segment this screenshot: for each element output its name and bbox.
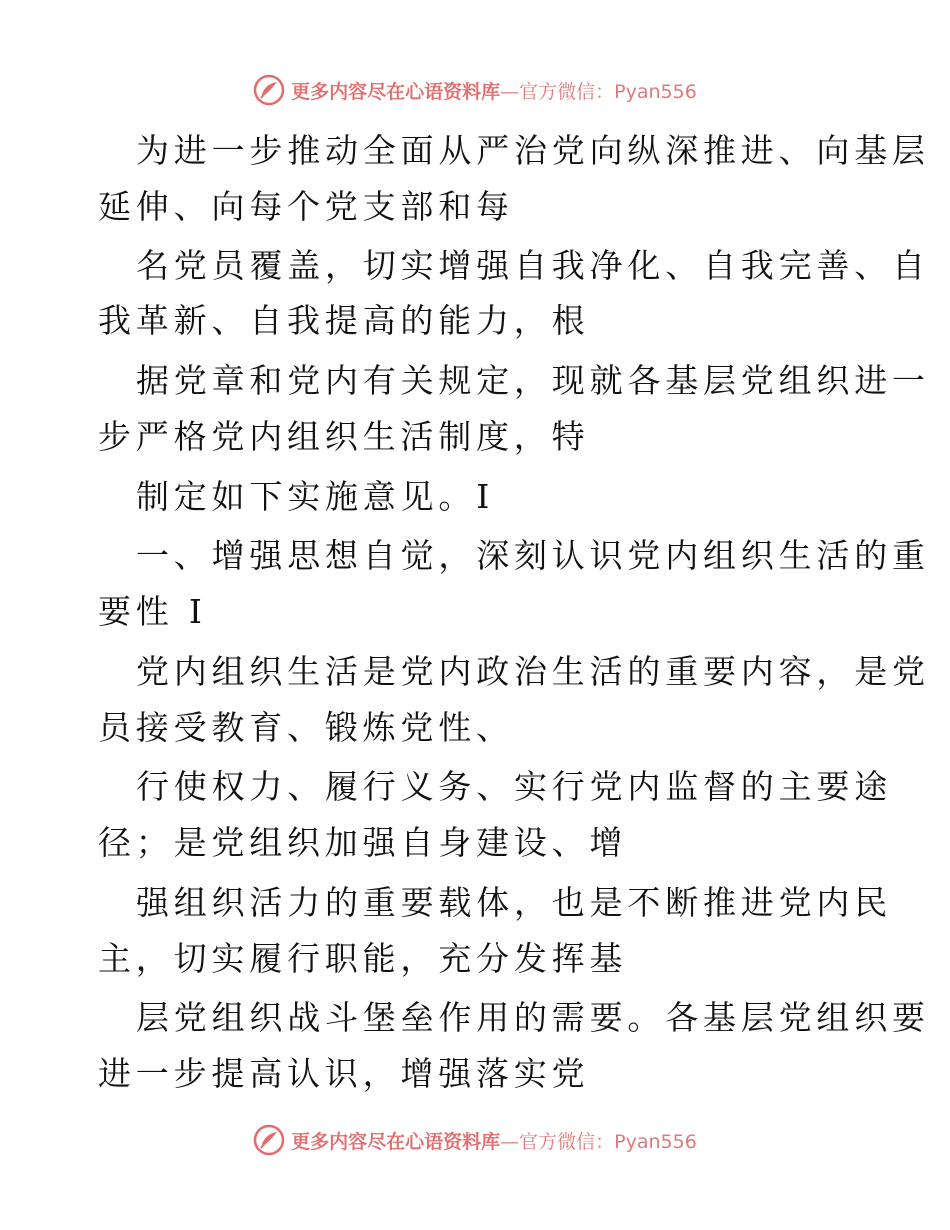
header-watermark bbox=[0, 70, 950, 110]
section-heading: 一、增强思想自觉，深刻认识党内组织生活的重 bbox=[136, 536, 930, 575]
text-line: 层党组织战斗堡垒作用的需要。各基层党组织要 bbox=[136, 998, 930, 1037]
footer-watermark bbox=[0, 1120, 950, 1160]
section-heading: 要性 I bbox=[98, 592, 207, 631]
text-line: 名党员覆盖，切实增强自我净化、自我完善、自 bbox=[136, 246, 930, 285]
book-pen-logo-icon bbox=[253, 1124, 285, 1156]
text-line: 进一步提高认识，增强落实党 bbox=[98, 1054, 590, 1093]
text-line: 强组织活力的重要载体，也是不断推进党内民 bbox=[136, 883, 892, 922]
text-line: 据党章和党内有关规定，现就各基层党组织进一 bbox=[136, 361, 930, 400]
watermark-text: 更多内容尽在心语资料库—官方微信：Pyan556 bbox=[291, 80, 697, 103]
text-line: 主，切实履行职能，充分发挥基 bbox=[98, 939, 628, 978]
text-line: 步严格党内组织生活制度，特 bbox=[98, 417, 590, 456]
text-line: 我革新、自我提高的能力，根 bbox=[98, 301, 590, 340]
text-line: 员接受教育、锻炼党性、 bbox=[98, 708, 514, 747]
text-line: 为进一步推动全面从严治党向纵深推进、向基层 bbox=[136, 131, 930, 170]
text-line: 党内组织生活是党内政治生活的重要内容，是党 bbox=[136, 652, 930, 691]
text-line: 径；是党组织加强自身建设、增 bbox=[98, 823, 628, 862]
book-pen-logo-icon bbox=[253, 74, 285, 106]
text-line: 行使权力、履行义务、实行党内监督的主要途 bbox=[136, 767, 892, 806]
text-line: 延伸、向每个党支部和每 bbox=[98, 187, 514, 226]
watermark-text: 更多内容尽在心语资料库—官方微信：Pyan556 bbox=[291, 1130, 697, 1153]
text-line: 制定如下实施意见。I bbox=[136, 477, 495, 516]
